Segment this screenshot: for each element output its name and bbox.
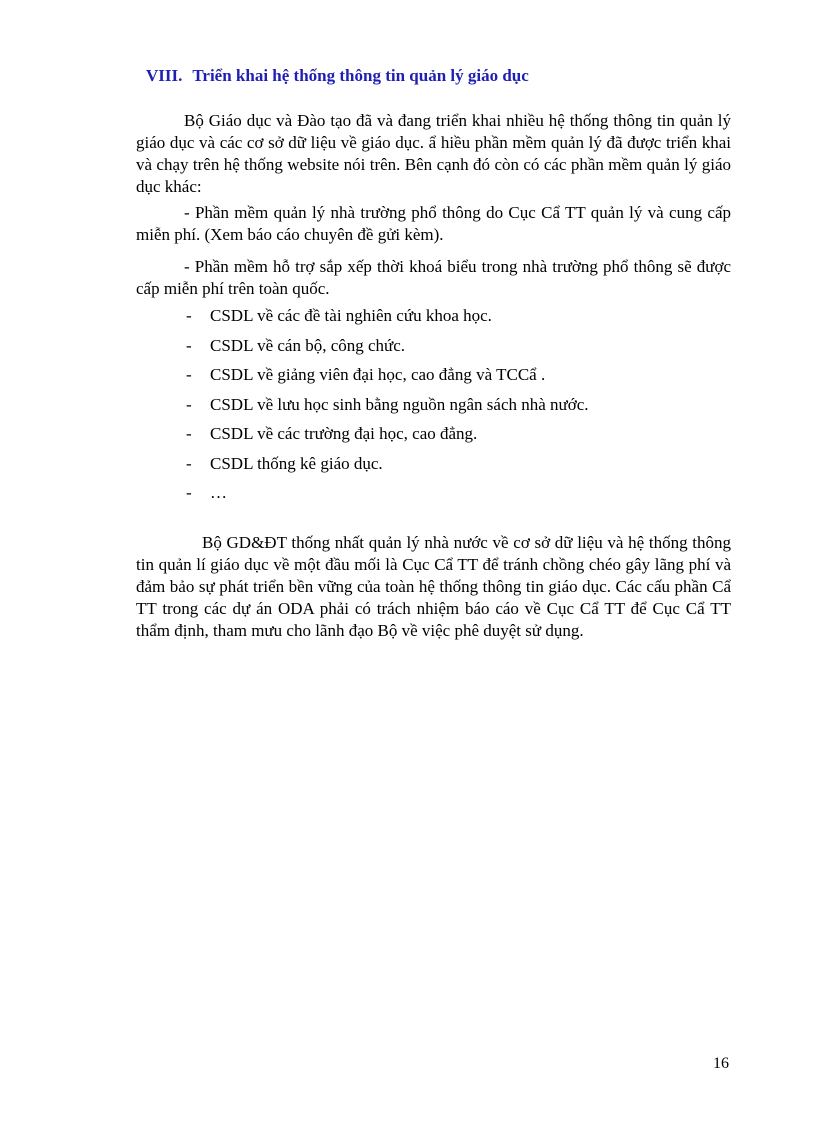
list-item [186,305,589,335]
list-item [186,482,589,512]
list-item-text: CSDL về cán bộ, công chức. [210,335,406,355]
list-item [186,335,589,365]
section-heading [146,66,529,86]
bullet-dash: - [186,424,192,443]
list-item [186,453,589,483]
software-item-school-management: - Phần mềm quản lý nhà trường phổ thông do Cục Cẩ TT quản lý và cung cấp miễn phí. (Xem báo cáo chuyên đề gửi kèm). [136,203,731,244]
section-title: Triển khai hệ thống thông tin quản lý giáo dục [192,66,529,85]
section-number: VIII. [146,66,183,85]
list-item-text: CSDL thống kê giáo dục. [210,453,383,473]
software-item-timetable: - Phần mềm hỗ trợ sắp xếp thời khoá biểu trong nhà trường phổ thông sẽ được cấp miễn phí trên toàn quốc. [136,257,731,298]
list-item-text: CSDL về các trường đại học, cao đẳng. [210,424,478,443]
bullet-dash: - [186,306,192,325]
list-item-text: … [210,483,227,502]
list-item [186,423,589,453]
bullet-dash: - [186,365,192,384]
list-item [186,364,589,394]
page-number: 16 [713,1055,729,1072]
bullet-dash: - [186,335,192,355]
bullet-dash: - [186,453,192,473]
closing-paragraph: Bộ GD&ĐT thống nhất quản lý nhà nước về cơ sở dữ liệu và hệ thống thông tin quản lí giáo dục về một đầu mối là Cục Cẩ TT để tránh chồng chéo gây lãng phí và đảm bảo sự phát triển bền vững của toàn hệ thống thông tin giáo dục. Các cấu phần Cẩ TT trong các dự án ODA phải có trách nhiệm báo cáo về Cục Cẩ TT để Cục Cẩ TT thẩm định, tham mưu cho lãnh đạo Bộ về việc phê duyệt sử dụng. [136,533,731,640]
list-item-text: CSDL về các đề tài nghiên cứu khoa học. [210,306,492,325]
list-item [186,394,589,424]
list-item-text: CSDL về lưu học sinh bằng nguồn ngân sách nhà nước. [210,394,589,414]
database-list [186,305,589,512]
bullet-dash: - [186,483,192,502]
bullet-dash: - [186,394,192,414]
intro-paragraph: Bộ Giáo dục và Đào tạo đã và đang triển khai nhiều hệ thống thông tin quản lý giáo dục và các cơ sở dữ liệu về giáo dục. ẩ hiều phần mềm quản lý đã được triển khai và chạy trên hệ thống website nói trên. Bên cạnh đó còn có các phần mềm quản lý giáo dục khác: [136,111,731,196]
list-item-text: CSDL về giảng viên đại học, cao đẳng và TCCẩ . [210,365,546,384]
